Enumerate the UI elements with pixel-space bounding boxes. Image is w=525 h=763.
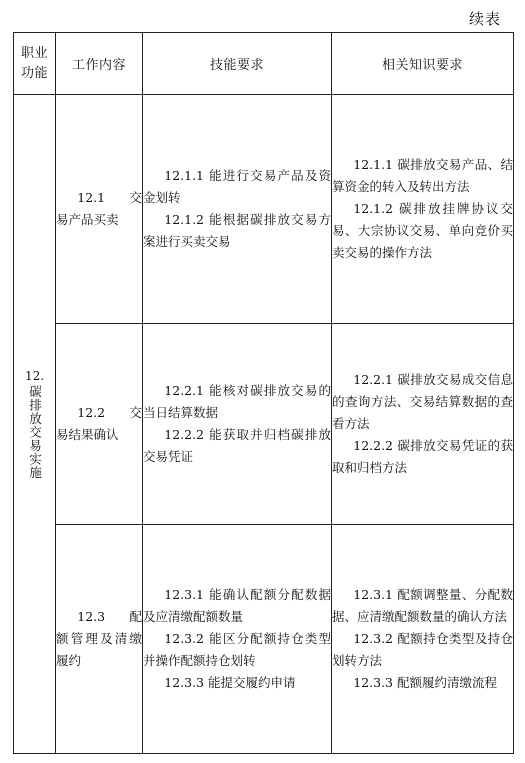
knowledge-cell — [332, 95, 514, 324]
work-content-text: 12.2 交易结果确认 — [56, 405, 142, 442]
knowledge-cell — [332, 525, 514, 754]
function-name: 碳排放交易实施 — [27, 384, 43, 480]
knowledge-item: 12.3.3 配额履约清缴流程 — [353, 675, 497, 690]
header-occupational-function — [14, 33, 56, 95]
skill-cell — [143, 95, 332, 324]
header-func-line2: 功能 — [20, 65, 48, 81]
work-content-cell — [56, 95, 143, 324]
skill-cell — [143, 525, 332, 754]
work-content-cell — [56, 324, 143, 525]
skill-cell — [143, 324, 332, 525]
skill-item: 12.3.1 能确认配额分配数据及应清缴配额数量 — [143, 587, 331, 624]
continued-table-label: 续表 — [468, 10, 501, 28]
table-header-row — [14, 33, 514, 95]
skill-item: 12.1.1 能进行交易产品及资金划转 — [143, 168, 331, 205]
skill-item: 12.3.3 能提交履约申请 — [164, 675, 296, 690]
table-row — [14, 525, 514, 754]
table-row — [14, 95, 514, 324]
knowledge-item: 12.2.1 碳排放交易成交信息的查询方法、交易结算数据的查看方法 — [332, 372, 513, 431]
skill-item: 12.1.2 能根据碳排放交易方案进行买卖交易 — [143, 212, 331, 249]
header-skill-requirements: 技能要求 — [143, 33, 332, 95]
skill-item: 12.2.2 能获取并归档碳排放交易凭证 — [143, 427, 331, 464]
table-row — [14, 324, 514, 525]
knowledge-item: 12.3.2 配额持仓类型及持仓划转方法 — [332, 631, 513, 668]
occupational-skills-table — [13, 32, 514, 754]
function-number: 12. — [24, 368, 45, 383]
knowledge-item: 12.1.1 碳排放交易产品、结算资金的转入及转出方法 — [332, 157, 513, 194]
knowledge-item: 12.3.1 配额调整量、分配数据、应清缴配额数量的确认方法 — [332, 587, 513, 624]
knowledge-cell — [332, 324, 514, 525]
work-content-text: 12.1 交易产品买卖 — [56, 190, 142, 227]
header-knowledge-requirements: 相关知识要求 — [332, 33, 514, 95]
work-content-text: 12.3 配额管理及清缴履约 — [56, 609, 142, 668]
knowledge-item: 12.2.2 碳排放交易凭证的获取和归档方法 — [332, 438, 513, 475]
knowledge-item: 12.1.2 碳排放挂牌协议交易、大宗协议交易、单向竞价买卖交易的操作方法 — [332, 201, 513, 260]
skill-item: 12.2.1 能核对碳排放交易的当日结算数据 — [143, 383, 331, 420]
header-func-line1: 职业 — [20, 45, 48, 61]
header-work-content: 工作内容 — [56, 33, 143, 95]
occupational-function-cell — [14, 95, 56, 754]
skill-item: 12.3.2 能区分配额持仓类型并操作配额持仓划转 — [143, 631, 331, 668]
work-content-cell — [56, 525, 143, 754]
